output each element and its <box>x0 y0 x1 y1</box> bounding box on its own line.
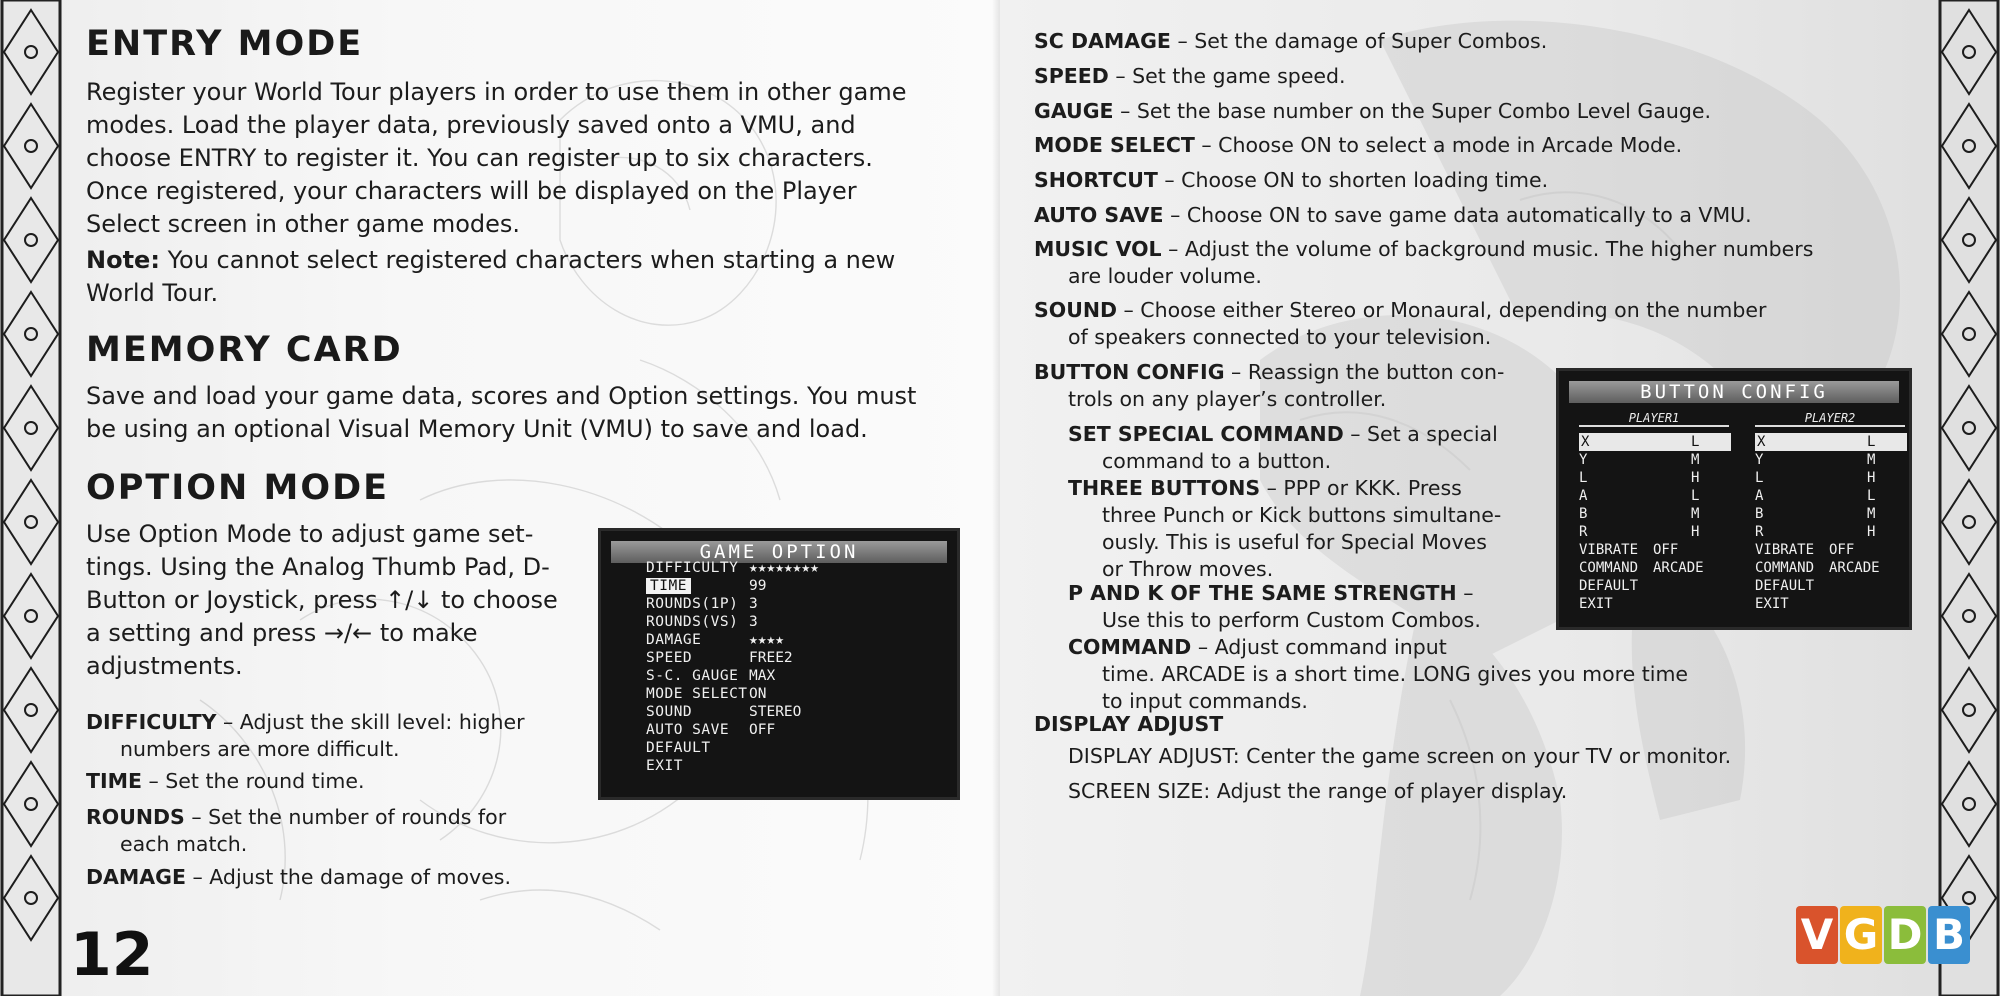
config-row-label: B <box>1579 506 1588 522</box>
option-row-label: TIME <box>646 577 691 595</box>
config-row-label: Y <box>1579 452 1588 468</box>
config-row-label: B <box>1755 506 1764 522</box>
config-row-label: Y <box>1755 452 1764 468</box>
button-config-screenshot <box>1556 368 1912 630</box>
config-row-label: VIBRATE <box>1755 542 1815 558</box>
item-button-config: BUTTON CONFIG – Reassign the button con- trols on any player’s controller. <box>1034 360 1505 411</box>
option-row-label: MODE SELECT <box>646 686 748 702</box>
option-row-label: SOUND <box>646 704 693 720</box>
item-gauge: GAUGE – Set the base number on the Super Combo Level Gauge. <box>1034 99 1711 123</box>
option-row-value: 3 <box>749 614 758 630</box>
config-row-label: X <box>1579 433 1731 451</box>
definition-time: TIME – Set the round time. <box>86 769 365 793</box>
config-row-value: ARCADE <box>1653 560 1704 576</box>
logo-letter: V <box>1796 906 1838 964</box>
config-row-label: R <box>1579 524 1588 540</box>
config-row-label: A <box>1579 488 1588 504</box>
player2-header: PLAYER2 <box>1755 411 1905 427</box>
config-row-label: X <box>1755 433 1907 451</box>
config-row-label: COMMAND <box>1755 560 1815 576</box>
option-row-value: 3 <box>749 596 758 612</box>
config-row-label: L <box>1755 470 1764 486</box>
button-config-title: BUTTON CONFIG <box>1569 381 1899 403</box>
display-adjust-line: DISPLAY ADJUST: Center the game screen on your TV or monitor. <box>1068 744 1732 768</box>
config-row-label: R <box>1755 524 1764 540</box>
sub-item-set-special-command: SET SPECIAL COMMAND – Set a special command to a button. <box>1068 422 1498 473</box>
item-mode-select: MODE SELECT – Choose ON to select a mode in Arcade Mode. <box>1034 133 1683 157</box>
player1-header: PLAYER1 <box>1579 411 1729 427</box>
option-row-value: 99 <box>749 578 767 594</box>
config-row-value: L <box>1691 434 1700 450</box>
item-sc-damage: SC DAMAGE – Set the damage of Super Combos. <box>1034 29 1548 53</box>
game-option-title: GAME OPTION <box>611 541 947 563</box>
config-row-label: DEFAULT <box>1579 578 1639 594</box>
item-speed: SPEED – Set the game speed. <box>1034 64 1346 88</box>
game-option-screenshot <box>598 528 960 800</box>
config-row-value: L <box>1867 434 1876 450</box>
decorative-border-right <box>1938 0 2000 996</box>
option-row-value: OFF <box>749 722 776 738</box>
item-music-vol: MUSIC VOL – Adjust the volume of background music. The higher numbers are louder volume. <box>1034 237 1814 288</box>
entry-mode-body: Register your World Tour players in order to use them in other game modes. Load the player data, previously saved onto a VMU, and choose ENTRY to register it. You can register up to six characters. Once registered, your characters will be displayed on the Player Select screen in other game modes. <box>86 78 907 238</box>
option-row-value: FREE2 <box>749 650 793 666</box>
item-auto-save: AUTO SAVE – Choose ON to save game data automatically to a VMU. <box>1034 203 1752 227</box>
config-row-label: COMMAND <box>1579 560 1639 576</box>
option-row-value: ★★★★ <box>749 632 784 648</box>
config-row-value: H <box>1691 470 1700 486</box>
config-row-value: OFF <box>1829 542 1855 558</box>
option-row-value: STEREO <box>749 704 802 720</box>
option-row-value: ON <box>749 686 767 702</box>
config-row-label: EXIT <box>1755 596 1789 612</box>
display-adjust-heading: DISPLAY ADJUST <box>1034 712 1224 736</box>
config-row-label: L <box>1579 470 1588 486</box>
option-row-value: ★★★★★★★★ <box>749 560 819 576</box>
page-number: 12 <box>70 920 154 990</box>
option-mode-heading: OPTION MODE <box>86 468 390 508</box>
item-shortcut: SHORTCUT – Choose ON to shorten loading time. <box>1034 168 1549 192</box>
config-row-value: L <box>1691 488 1700 504</box>
entry-mode-note: Note: You cannot select registered characters when starting a new World Tour. <box>86 246 896 307</box>
logo-letter: D <box>1884 906 1926 964</box>
sub-item-p-and-k: P AND K OF THE SAME STRENGTH – Use this to perform Custom Combos. <box>1068 581 1481 632</box>
item-sound: SOUND – Choose either Stereo or Monaural, depending on the number of speakers connected to your television. <box>1034 298 1767 349</box>
entry-mode-heading: ENTRY MODE <box>86 24 364 64</box>
config-row-value: H <box>1867 470 1876 486</box>
option-row-label: S-C. GAUGE <box>646 668 739 684</box>
sub-item-three-buttons: THREE BUTTONS – PPP or KKK. Press three Punch or Kick buttons simultane- ously. This is useful for Special Moves or Throw moves. <box>1068 476 1502 581</box>
option-row-label: ROUNDS(1P) <box>646 596 739 612</box>
config-row-value: M <box>1867 506 1876 522</box>
option-mode-body: Use Option Mode to adjust game set- tings. Using the Analog Thumb Pad, D- Button or Joystick, press ↑/↓ to choose a setting and press →/← to make adjustments. <box>86 520 558 680</box>
option-row-label: DAMAGE <box>646 632 702 648</box>
config-row-value: M <box>1691 452 1700 468</box>
config-row-value: OFF <box>1653 542 1679 558</box>
config-row-label: A <box>1755 488 1764 504</box>
screen-size-line: SCREEN SIZE: Adjust the range of player display. <box>1068 779 1568 803</box>
config-row-value: ARCADE <box>1829 560 1880 576</box>
config-row-label: EXIT <box>1579 596 1613 612</box>
config-row-value: H <box>1867 524 1876 540</box>
logo-letter: B <box>1928 906 1970 964</box>
option-row-label: SPEED <box>646 650 693 666</box>
definition-damage: DAMAGE – Adjust the damage of moves. <box>86 865 512 889</box>
definition-difficulty: DIFFICULTY – Adjust the skill level: higher numbers are more difficult. <box>86 710 525 761</box>
decorative-border-left <box>0 0 62 996</box>
config-row-value: M <box>1691 506 1700 522</box>
config-row-value: M <box>1867 452 1876 468</box>
option-row-label: DIFFICULTY <box>646 560 739 576</box>
config-row-label: DEFAULT <box>1755 578 1815 594</box>
option-row-value: MAX <box>749 668 776 684</box>
config-row-value: H <box>1691 524 1700 540</box>
option-row-label: EXIT <box>646 758 683 774</box>
option-row-label: DEFAULT <box>646 740 711 756</box>
definition-rounds: ROUNDS – Set the number of rounds for each match. <box>86 805 507 856</box>
memory-card-body: Save and load your game data, scores and Option settings. You must be using an optional Visual Memory Unit (VMU) to save and load. <box>86 382 917 443</box>
logo-letter: G <box>1840 906 1882 964</box>
vgdb-watermark-logo <box>1796 906 1972 972</box>
option-row-label: ROUNDS(VS) <box>646 614 739 630</box>
sub-item-command: COMMAND – Adjust command input time. ARCADE is a short time. LONG gives you more time to input commands. <box>1068 635 1689 713</box>
config-row-value: L <box>1867 488 1876 504</box>
memory-card-heading: MEMORY CARD <box>86 330 403 370</box>
option-row-label: AUTO SAVE <box>646 722 730 738</box>
config-row-label: VIBRATE <box>1579 542 1639 558</box>
